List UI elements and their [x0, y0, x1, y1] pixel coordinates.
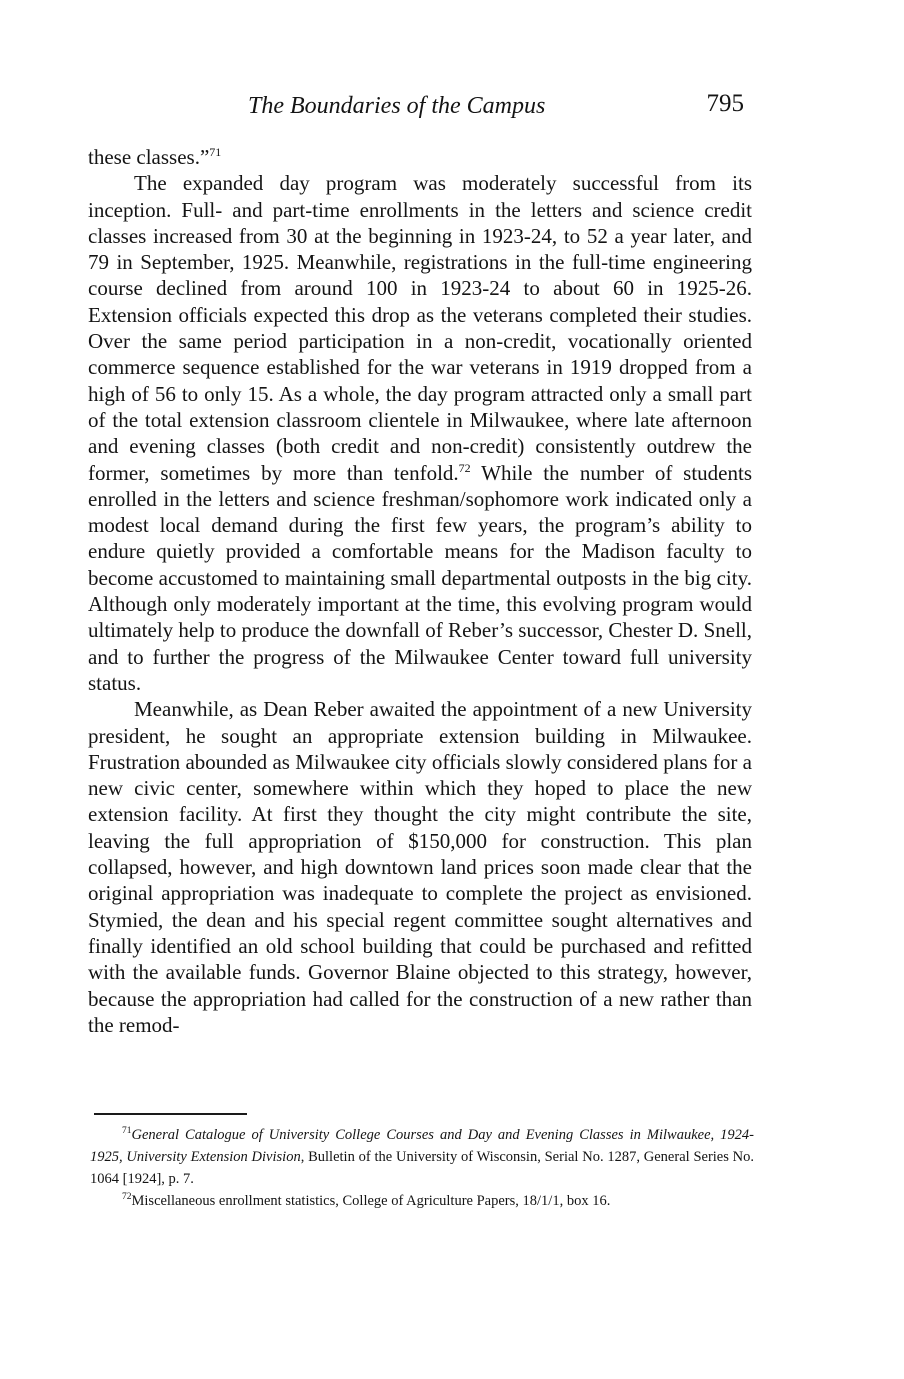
footnotes [90, 1124, 754, 1212]
paragraph-text: Meanwhile, as Dean Reber awaited the appointment of a new University president, he sought an appropriate extension building in Milwaukee. Frustration abounded as Milwaukee city officials slowly considered plans for a new civic center, somewhere within which they hoped to place the new extension facility. At first they thought the city might contribute the site, leaving the full appropriation of $150,000 for construction. This plan collapsed, however, and high downtown land prices soon made clear that the original appropriation was inadequate to complete the project as envisioned. Stymied, the dean and his special regent committee sought alternatives and finally identified an old school building that could be purchased and refitted with the available funds. Governor Blaine objected to this strategy, however, because the appropriation had called for the construction of a new rather than the remod- [88, 697, 752, 1037]
paragraph-day-program [88, 170, 752, 696]
paragraph-text: these classes.” [88, 145, 210, 169]
page-number: 795 [706, 90, 744, 117]
footnote-71 [90, 1124, 754, 1190]
paragraph-text: The expanded day program was moderately successful from its inception. Full- and part-time enrollments in the letters and science credit classes increased from 30 at the beginning in 1923-24, to 52 a year later, and 79 in September, 1925. Meanwhile, registrations in the full-time engineering course declined from around 100 in 1923-24 to about 60 in 1925-26. Extension officials expected this drop as the veterans completed their studies. Over the same period participation in a non-credit, vocationally oriented commerce sequence established for the war veterans in 1919 dropped from a high of 56 to only 15. As a whole, the day program attracted only a small part of the total extension classroom clientele in Milwaukee, where late afternoon and evening classes (both credit and non-credit) consistently outdrew the former, sometimes by more than tenfold. [88, 171, 752, 485]
paragraph-text: While the number of students enrolled in the letters and science freshman/sophomore work indicated only a modest local demand during the first few years, the program’s ability to endure quietly provided a comfortable means for the Madison faculty to become accustomed to maintaining small departmental outposts in the big city. Although only moderately important at the time, this evolving program would ultimately help to produce the downfall of Reber’s successor, Chester D. Snell, and to further the progress of the Milwaukee Center toward full university status. [88, 460, 753, 695]
footnote-number: 71 [122, 1126, 132, 1137]
footnote-number: 72 [122, 1192, 132, 1203]
footnote-ref-71[interactable]: 71 [209, 145, 222, 159]
paragraph-continuation [88, 144, 752, 170]
footnote-title: General Catalogue of University College Courses and Day and Evening Classes in Milwaukee, 1924-1925, University Extension Division [90, 1127, 754, 1165]
paragraph-extension-building [88, 696, 752, 1038]
footnote-72 [90, 1190, 754, 1212]
footnote-text: , Bulletin of the University of Wisconsin, Serial No. 1287, General Series No. 1064 [1924], p. 7. [90, 1149, 755, 1187]
footnote-divider [94, 1113, 247, 1115]
footnote-ref-72[interactable]: 72 [458, 460, 471, 475]
body-text [88, 144, 752, 1038]
footnote-text: Miscellaneous enrollment statistics, College of Agriculture Papers, 18/1/1, box 16. [131, 1193, 611, 1209]
running-title: The Boundaries of the Campus [248, 93, 546, 119]
running-header [88, 88, 748, 124]
